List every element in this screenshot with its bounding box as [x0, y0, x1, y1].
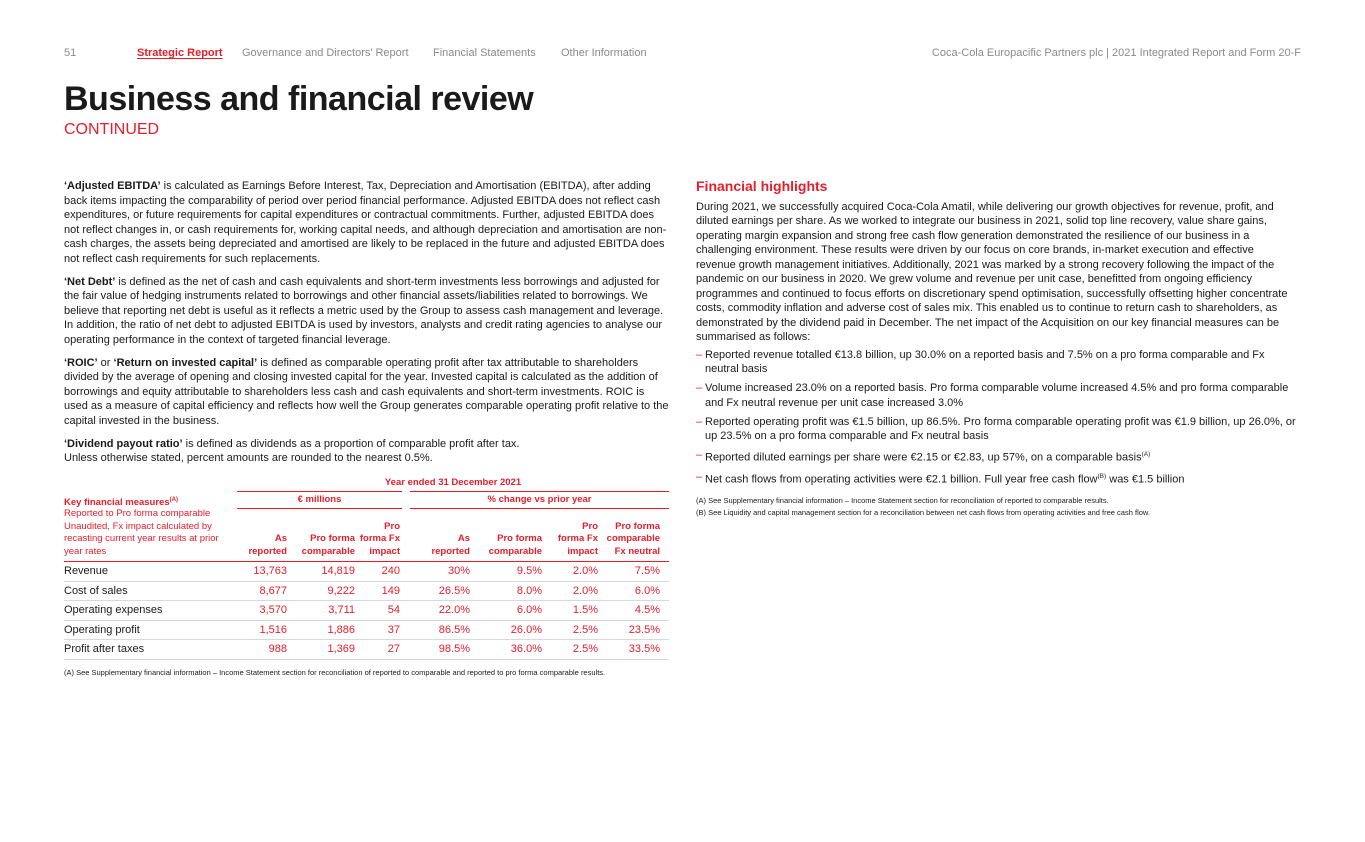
- table-cell: 8,677: [237, 581, 287, 601]
- col-header: Pro forma Fx impact: [557, 520, 598, 557]
- financial-highlights-heading: Financial highlights: [696, 178, 828, 194]
- table-cell: 1,886: [287, 620, 355, 640]
- table-row: [64, 601, 669, 621]
- page-number: 51: [64, 47, 77, 59]
- term-adjusted-ebitda: ‘Adjusted EBITDA’: [64, 180, 161, 192]
- table-cell: 1,516: [237, 620, 287, 640]
- table-cell: 988: [237, 640, 287, 660]
- nav-strategic-report[interactable]: Strategic Report: [137, 47, 223, 59]
- table-cell: 33.5%: [598, 640, 669, 660]
- top-navigation: [64, 47, 1301, 61]
- term-net-debt: ‘Net Debt’: [64, 275, 116, 288]
- group-header-millions: € millions: [237, 491, 406, 508]
- table-cell: 13,763: [237, 562, 287, 582]
- financial-highlights: [696, 179, 1296, 519]
- table-cell: 27: [355, 640, 406, 660]
- table-cell: 26.5%: [406, 581, 470, 601]
- highlights-footnotes: [696, 495, 1296, 519]
- col-header: Pro forma comparable Fx neutral: [606, 520, 660, 557]
- kfm-description: [64, 508, 237, 562]
- report-title: Coca-Cola Europacific Partners plc | 2021 Integrated Report and Form 20-F: [931, 47, 1301, 59]
- definition-text: is defined as the net of cash and cash equivalents and short-term investments less borrowings and adjusted for the fair value of hedging instruments related to borrowings and other financial assets/liabilities related to borrowings. We believe that reporting net debt is useful as it reflects a metric used by the Group to assess cash management and leverage. In addition, the ratio of net debt to adjusted EBITDA is used by investors, analysts and credit rating agencies to analyse our operating performance in the context of targeted financial leverage.: [64, 275, 664, 346]
- highlight-item: – Reported revenue totalled €13.8 billion, up 30.0% on a reported basis and 7.5% on a pro forma comparable and Fx neutral basis: [696, 348, 1265, 375]
- net-debt-definition: [64, 275, 670, 348]
- nav-other-information[interactable]: Other Information: [561, 47, 647, 59]
- adjusted-ebitda-definition: [64, 179, 670, 266]
- table-cell: 36.0%: [470, 640, 542, 660]
- table-row: [64, 640, 669, 660]
- table-cell: 2.5%: [542, 640, 598, 660]
- table-cell: 3,570: [237, 601, 287, 621]
- highlight-item: – Net cash flows from operating activities were €2.1 billion. Full year free cash flow$^{(B)}$ was €1.5 billion: [696, 470, 1185, 486]
- table-cell: 2.0%: [542, 581, 598, 601]
- row-label: Revenue: [64, 562, 237, 582]
- nav-financial-statements[interactable]: Financial Statements: [433, 47, 536, 59]
- term-dividend-payout-ratio: ‘Dividend payout ratio’: [64, 437, 183, 450]
- table-row: [64, 562, 669, 582]
- definition-text: is calculated as Earnings Before Interest, Tax, Depreciation and Amortisation (EBITDA), after adding back items impacting the comparability of period over period financial performance. Adjusted EBITDA does not reflect cash expenditures, or future requirements for capital expenditures or contractual commitments. Further, adjusted EBITDA does not reflect changes in, or cash requirements for, working capital needs, and although depreciation and amortisation are non-cash charges, the assets being depreciated and amortised are likely to be replaced in the future and adjusted EBITDA does not reflect cash requirements for such replacements.: [64, 180, 667, 265]
- definition-text: is defined as comparable operating profit after tax attributable to shareholders divided by the average of opening and closing invested capital for the year. Invested capital is calculated as the addition of borrowings and equity attributable to shareholders less cash and cash equivalents and short-term investments. ROIC is used as a measure of capital efficiency and reflects how well the Group generates comparable operating profit relative to the capital invested in the business.: [64, 356, 669, 427]
- table-cell: 37: [355, 620, 406, 640]
- term-roic: ‘ROIC’: [64, 356, 98, 369]
- table-cell: 98.5%: [406, 640, 470, 660]
- nav-governance[interactable]: Governance and Directors’ Report: [242, 47, 409, 59]
- col-header: As reported: [248, 533, 287, 557]
- definitions-column: [64, 179, 670, 474]
- table-cell: 22.0%: [406, 601, 470, 621]
- footnote-ref-a: (A): [1141, 451, 1151, 458]
- page-subtitle: CONTINUED: [64, 121, 160, 138]
- table-cell: 8.0%: [470, 581, 542, 601]
- table-cell: 2.0%: [542, 562, 598, 582]
- table-cell: 9,222: [287, 581, 355, 601]
- connector-text: or: [97, 356, 114, 369]
- table-cell: 7.5%: [598, 562, 669, 582]
- col-header: As reported: [431, 533, 470, 557]
- financial-highlights-intro: During 2021, we successfully acquired Coca-Cola Amatil, while delivering our growth objectives for revenue, profit, and diluted earnings per share. As we worked to integrate our business in 2021, solid top line recovery, value share gains, operating margin expansion and strong free cash flow generation demonstrated the resilience of our business in a challenging environment. These results were driven by our focus on core brands, in-market execution and effective revenue growth management initiatives. Additionally, 2021 was marked by a strong recovery following the impact of the pandemic on our business in 2020. We grew volume and revenue per unit case, benefitted from ongoing efficiency programmes and continued to focus efforts on discretionary spend optimisation, successfully offsetting higher concentrate costs, commodity inflation and adverse cost of sales mix. This enabled us to continue to return cash to shareholders, as demonstrated by the dividend paid in December. The net impact of the Acquisition on our key financial measures can be summarised as follows:: [696, 200, 1288, 343]
- footnote-ref-b: (B): [1097, 472, 1107, 480]
- table-cell: 14,819: [287, 562, 355, 582]
- table-cell: 26.0%: [470, 620, 542, 640]
- term-return-on-invested-capital: ‘Return on invested capital’: [113, 356, 258, 369]
- table-cell: 23.5%: [598, 620, 669, 640]
- roic-definition: [64, 356, 670, 429]
- kfm-footnote-ref: (A): [169, 496, 178, 503]
- table-cell: 6.0%: [470, 601, 542, 621]
- row-label: Operating expenses: [64, 601, 237, 621]
- table-cell: 54: [355, 601, 406, 621]
- row-label: Operating profit: [64, 620, 237, 640]
- row-label: Profit after taxes: [64, 640, 237, 660]
- key-financial-measures-table: [64, 475, 669, 677]
- col-header: Pro forma Fx impact: [359, 520, 400, 557]
- kfm-desc-line1: Reported to Pro forma comparable: [64, 508, 211, 519]
- year-header: Year ended 31 December 2021: [237, 475, 669, 491]
- table-row: [64, 581, 669, 601]
- table-cell: 1.5%: [542, 601, 598, 621]
- kfm-title-text: Key financial measures: [64, 497, 170, 508]
- col-header: Pro forma comparable: [301, 533, 355, 557]
- group-header-pct-change: % change vs prior year: [406, 491, 669, 508]
- table-cell: 1,369: [287, 640, 355, 660]
- highlight-item: – Reported diluted earnings per share were €2.15 or €2.83, up 57%, on a comparable basis$^{(A)}$: [696, 449, 1151, 464]
- table-cell: 86.5%: [406, 620, 470, 640]
- table-cell: 4.5%: [598, 601, 669, 621]
- table-row: [64, 620, 669, 640]
- footnote-b: (B) See Liquidity and capital management section for a reconciliation between net cash flows from operating activities and free cash flow.: [696, 507, 1150, 517]
- table-cell: 2.5%: [542, 620, 598, 640]
- footnote-a: (A) See Supplementary financial information – Income Statement section for reconciliation of reported to comparable results.: [696, 495, 1109, 505]
- col-header: Pro forma comparable: [488, 533, 542, 557]
- table-footnote: (A) See Supplementary financial information – Income Statement section for reconciliation of reported to comparable and reported to pro forma comparable results.: [64, 667, 606, 677]
- table-cell: 149: [355, 581, 406, 601]
- highlights-list: [696, 348, 1296, 487]
- page-title: Business and financial review: [64, 80, 534, 118]
- highlight-item: – Volume increased 23.0% on a reported basis. Pro forma comparable volume increased 4.5% and pro forma comparable and Fx neutral revenue per unit case increased 3.0%: [696, 382, 1289, 409]
- rounding-note: Unless otherwise stated, percent amounts are rounded to the nearest 0.5%.: [64, 452, 433, 464]
- table-cell: 6.0%: [598, 581, 669, 601]
- dividend-payout-definition: [64, 437, 670, 466]
- kfm-title: [64, 491, 237, 508]
- highlight-item: – Reported operating profit was €1.5 billion, up 86.5%. Pro forma comparable operating profit was €1.9 billion, up 26.0%, or up 23.5% on a pro forma comparable and Fx neutral basis: [696, 415, 1296, 442]
- definition-text: is defined as dividends as a proportion of comparable profit after tax.: [182, 437, 520, 450]
- row-label: Cost of sales: [64, 581, 237, 601]
- table-cell: 9.5%: [470, 562, 542, 582]
- kfm-desc-line2: Unaudited, Fx impact calculated by recasting current year results at prior year rates: [64, 520, 219, 557]
- table-cell: 30%: [406, 562, 470, 582]
- table-cell: 240: [355, 562, 406, 582]
- table-cell: 3,711: [287, 601, 355, 621]
